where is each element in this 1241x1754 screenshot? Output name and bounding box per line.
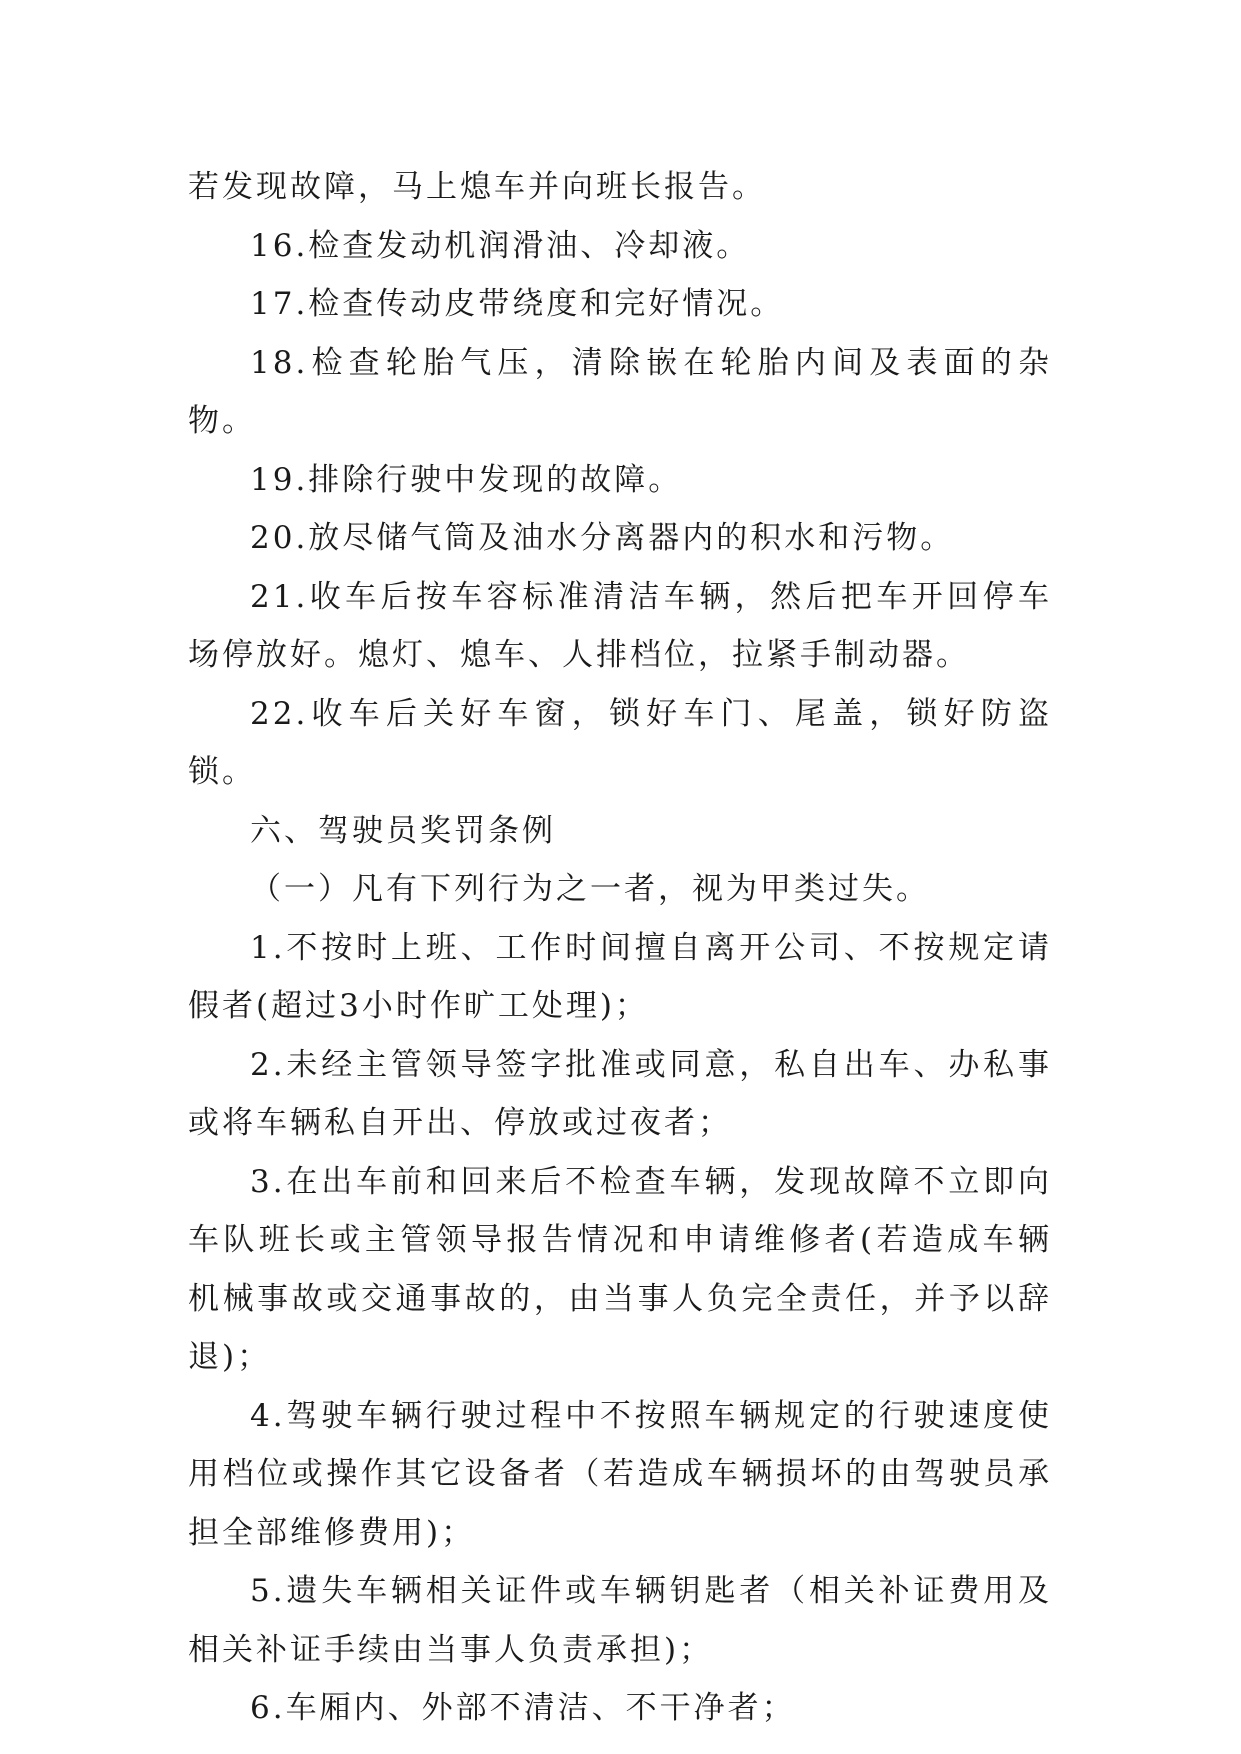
paragraph-item-16: 16.检查发动机润滑油、冷却液。 — [250, 227, 751, 264]
paragraph-item-18: 18.检查轮胎气压，清除嵌在轮胎内间及表面的杂物。 — [188, 344, 1052, 439]
paragraph-item-19: 19.排除行驶中发现的故障。 — [250, 461, 683, 498]
rule-item-5: 5.遗失车辆相关证件或车辆钥匙者（相关补证费用及相关补证手续由当事人负责承担)； — [188, 1573, 1052, 1668]
subsection-heading: （一）凡有下列行为之一者，视为甲类过失。 — [250, 871, 930, 907]
rule-item-1: 1.不按时上班、工作时间擅自离开公司、不按规定请假者(超过3小时作旷工处理)； — [188, 929, 1052, 1024]
paragraph-item-20: 20.放尽储气筒及油水分离器内的积水和污物。 — [250, 520, 955, 556]
rule-item-6: 6.车厢内、外部不清洁、不干净者； — [250, 1690, 796, 1726]
paragraph-item-21: 21.收车后按车容标准清洁车辆，然后把车开回停车场停放好。熄灯、熄车、人排档位，拉紧手制动器。 — [188, 578, 1052, 673]
rule-item-4: 4.驾驶车辆行驶过程中不按照车辆规定的行驶速度使用档位或操作其它设备者（若造成车辆损坏的由驾驶员承担全部维修费用)； — [188, 1397, 1052, 1551]
document-body — [188, 158, 1052, 1738]
paragraph-item-17: 17.检查传动皮带绕度和完好情况。 — [250, 286, 785, 322]
paragraph-item-22: 22.收车后关好车窗，锁好车门、尾盖，锁好防盗锁。 — [188, 695, 1052, 790]
rule-item-3: 3.在出车前和回来后不检查车辆，发现故障不立即向车队班长或主管领导报告情况和申请维修者(若造成车辆机械事故或交通事故的，由当事人负完全责任，并予以辞退)； — [188, 1163, 1052, 1375]
section-heading: 六、驾驶员奖罚条例 — [250, 812, 556, 849]
rule-item-2: 2.未经主管领导签字批准或同意，私自出车、办私事或将车辆私自开出、停放或过夜者； — [188, 1046, 1052, 1141]
paragraph-continuation: 若发现故障，马上熄车并向班长报告。 — [188, 169, 766, 205]
